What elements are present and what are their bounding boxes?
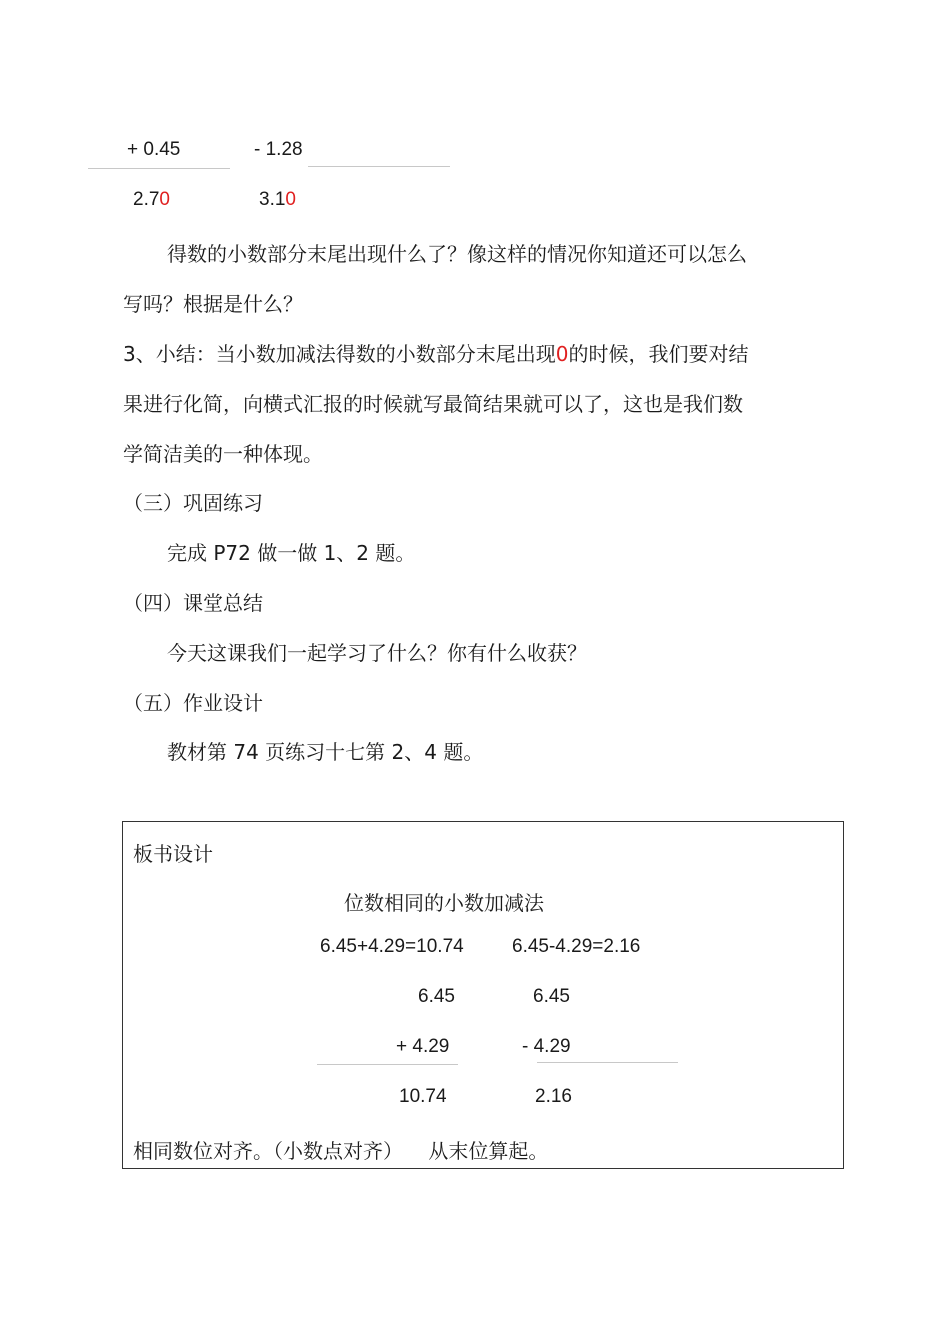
board-add-rule	[317, 1064, 458, 1065]
class-summary-heading: （四）课堂总结	[123, 591, 263, 615]
board-sub-result: 2.16	[535, 1086, 572, 1107]
top-right-result-prefix: 3.1	[259, 189, 286, 210]
board-footer: 相同数位对齐。（小数点对齐） 从末位算起。	[133, 1139, 549, 1163]
top-left-result-zero: 0	[159, 189, 170, 210]
board-label: 板书设计	[133, 842, 213, 866]
board-sub-rule	[537, 1062, 678, 1063]
top-right-rule	[308, 166, 450, 167]
homework-heading: （五）作业设计	[123, 691, 263, 715]
board-eq-add: 6.45+4.29=10.74	[320, 936, 464, 957]
board-sub-operand: - 4.29	[522, 1036, 571, 1057]
top-left-result-prefix: 2.7	[133, 189, 160, 210]
board-eq-sub: 6.45-4.29=2.16	[512, 936, 641, 957]
top-left-operand: + 0.45	[127, 139, 181, 160]
homework-content: 教材第 74 页练习十七第 2、4 题。	[167, 740, 484, 764]
question-line-1: 得数的小数部分末尾出现什么了？像这样的情况你知道还可以怎么	[167, 242, 747, 266]
question-line-2: 写吗？根据是什么？	[123, 292, 303, 316]
board-title: 位数相同的小数加减法	[344, 891, 544, 915]
board-add-top: 6.45	[418, 986, 455, 1007]
top-right-operand: - 1.28	[254, 139, 303, 160]
top-right-result	[259, 189, 296, 211]
board-design-box	[122, 821, 844, 1169]
summary-line-2: 果进行化简，向横式汇报的时候就写最简结果就可以了，这也是我们数	[123, 392, 743, 416]
class-summary-content: 今天这课我们一起学习了什么？你有什么收获？	[167, 641, 587, 665]
summary-line-1-suffix: 的时候，我们要对结	[568, 342, 749, 366]
top-right-result-zero: 0	[285, 189, 296, 210]
board-sub-top: 6.45	[533, 986, 570, 1007]
summary-line-1-prefix: 3、小结：当小数加减法得数的小数部分末尾出现	[123, 342, 556, 366]
top-left-result	[133, 189, 170, 211]
practice-heading: （三）巩固练习	[123, 491, 263, 515]
summary-line-3: 学简洁美的一种体现。	[123, 442, 323, 466]
practice-content: 完成 P72 做一做 1、2 题。	[167, 541, 416, 565]
summary-zero: 0	[555, 342, 569, 366]
board-add-result: 10.74	[399, 1086, 447, 1107]
summary-line-1	[123, 338, 748, 367]
board-add-operand: + 4.29	[396, 1036, 450, 1057]
top-left-rule	[88, 168, 230, 169]
